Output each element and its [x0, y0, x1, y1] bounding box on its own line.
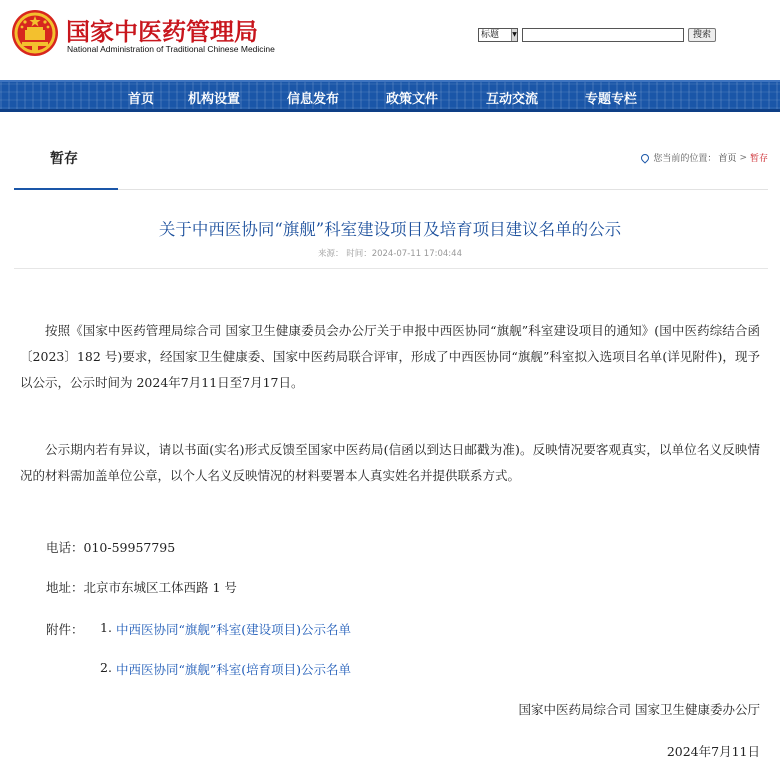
site-header [0, 0, 780, 80]
site-logo-english: National Administration of Traditional Chinese Medicine [67, 44, 275, 54]
breadcrumb-separator: > [739, 152, 747, 163]
search-bar [478, 28, 716, 42]
main-nav [0, 80, 780, 112]
section-underline [14, 188, 118, 190]
page-section-label: 暂存 [50, 151, 78, 167]
signature-date: 2024年7月11日 [666, 744, 760, 759]
site-logo-text[interactable]: 国家中医药管理局 [66, 17, 258, 46]
attachment-1-number: 1. [100, 620, 112, 635]
search-button[interactable]: 搜索 [688, 28, 716, 42]
nav-item-organization[interactable]: 机构设置 [188, 92, 241, 107]
contact-address: 地址：北京市东城区工体西路 1 号 [46, 580, 237, 595]
breadcrumb-home-link[interactable]: 首页 [718, 154, 737, 164]
search-input[interactable] [522, 28, 684, 42]
chevron-down-icon: ▼ [511, 29, 517, 41]
attachment-1-link[interactable]: 中西医协同“旗舰”科室(建设项目)公示名单 [116, 622, 352, 637]
article-paragraph-2: 公示期内若有异议，请以书面(实名)形式反馈至国家中医药局(信函以到达日邮戳为准)。反映情况要客观真实，以单位名义反映情况的材料需加盖单位公章，以个人名义反映情况的材料要署本人真实姓名并提供联系方式。 [20, 442, 760, 483]
nav-item-interaction[interactable]: 互动交流 [486, 92, 539, 107]
national-emblem-icon[interactable] [10, 8, 60, 58]
attachment-2-number: 2. [100, 660, 112, 675]
contact-phone: 电话：010-59957795 [46, 540, 176, 555]
signature: 国家中医药局综合司 国家卫生健康委办公厅 [518, 702, 760, 717]
breadcrumb-current-link[interactable]: 暂存 [749, 154, 768, 164]
divider [14, 268, 768, 269]
search-scope-value: 标题 [481, 30, 500, 40]
article-title: 关于中西医协同“旗舰”科室建设项目及培育项目建议名单的公示 [158, 220, 622, 239]
breadcrumb-prefix: 您当前的位置： [653, 154, 717, 164]
nav-item-topics[interactable]: 专题专栏 [585, 92, 638, 107]
divider [14, 189, 768, 190]
attachment-2-link[interactable]: 中西医协同“旗舰”科室(培育项目)公示名单 [116, 662, 352, 677]
nav-item-news[interactable]: 信息发布 [287, 92, 340, 107]
article-paragraph-1: 按照《国家中医药管理局综合司 国家卫生健康委员会办公厅关于申报中西医协同“旗舰”科室建设项目的通知》(国中医药综结合函〔2023〕182 号)要求，经国家卫生健康委、国家中医药局联合评审，形成了中西医协同“旗舰”科室拟入选项目名单(详见附件)，现予以公示，公示时间为 2024年7月11日至7月17日。 [20, 323, 760, 390]
search-scope-select[interactable] [478, 28, 518, 42]
nav-item-policy[interactable]: 政策文件 [386, 92, 439, 107]
attachments-label: 附件： [46, 622, 84, 637]
location-pin-icon [640, 152, 651, 163]
breadcrumb [641, 151, 768, 164]
nav-item-home[interactable]: 首页 [128, 92, 155, 107]
article-meta: 来源： 时间：2024-07-11 17:04:44 [318, 249, 462, 259]
